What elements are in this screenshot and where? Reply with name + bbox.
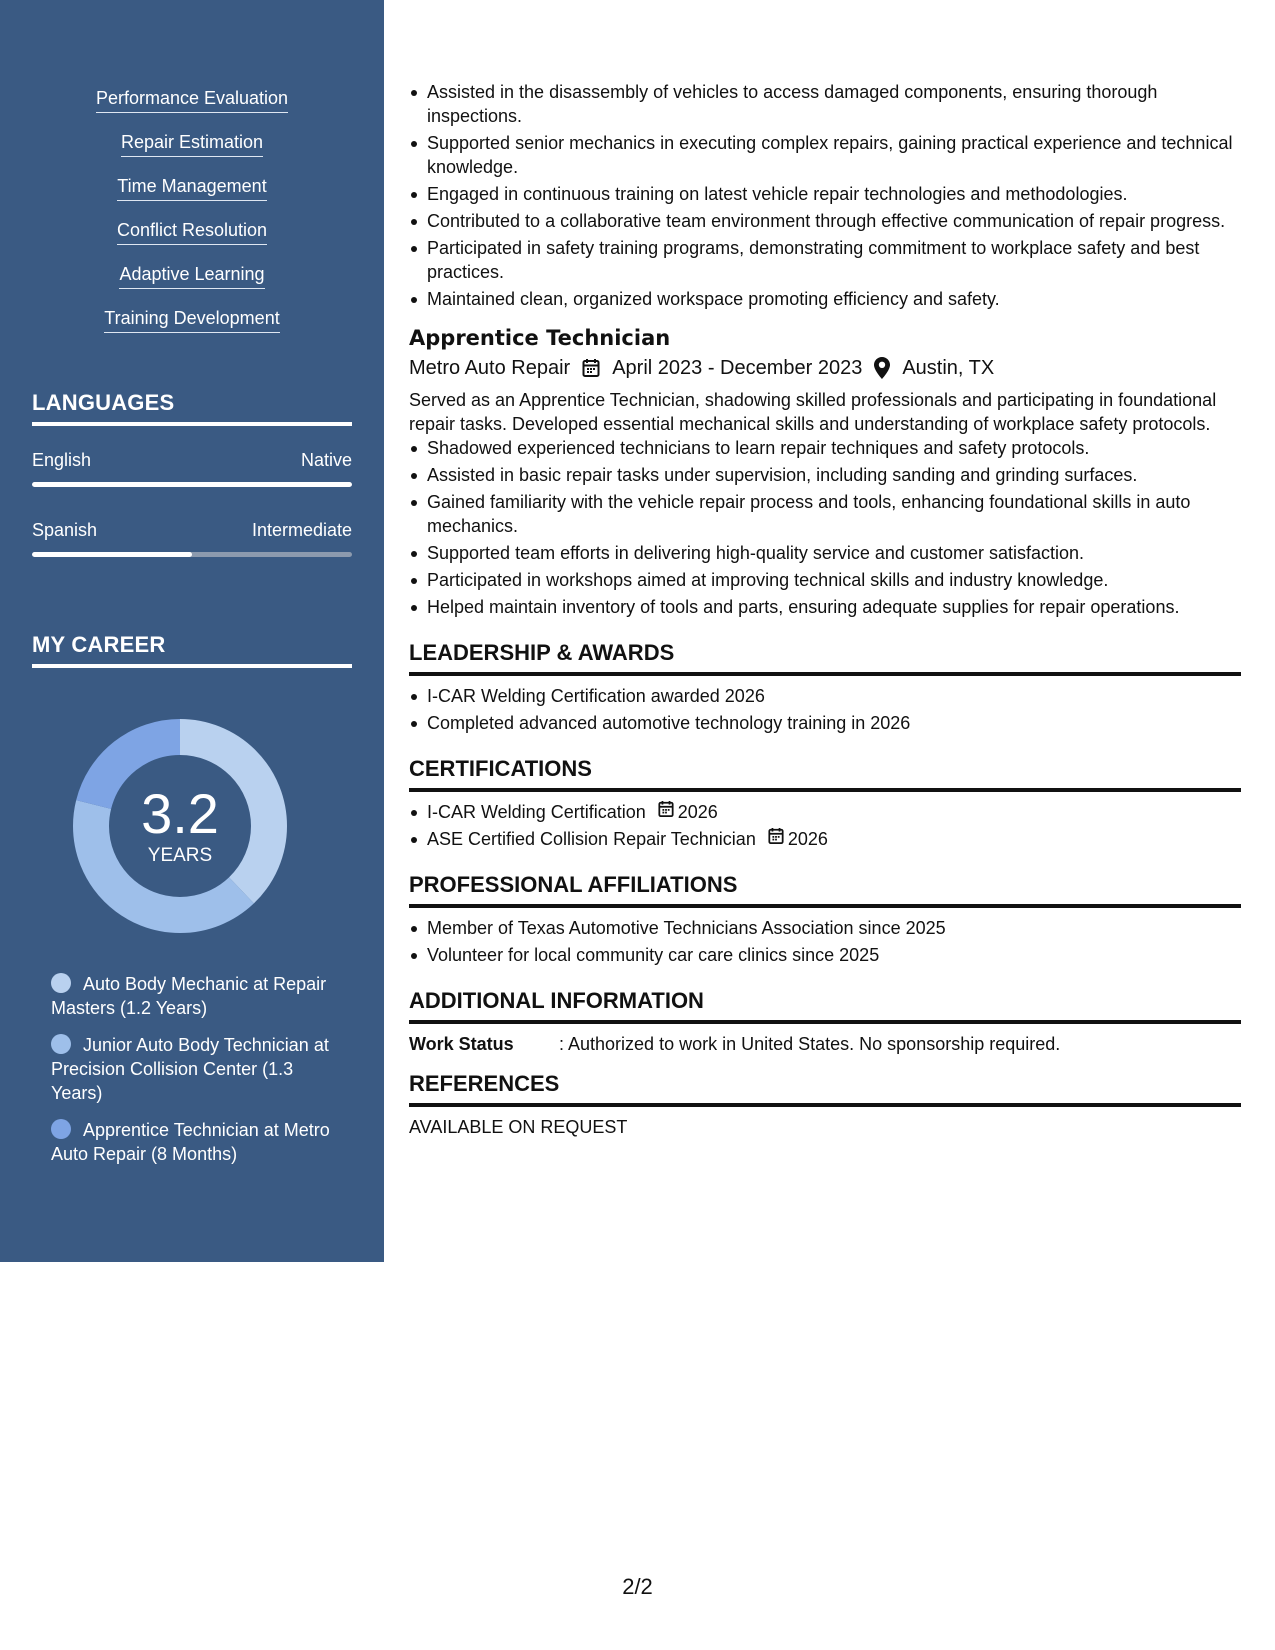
career-total-unit: YEARS (147, 845, 213, 866)
affiliations-list (409, 916, 1241, 967)
career-legend-text: Junior Auto Body Technician at Precision Collision Center (1.3 Years) (51, 1035, 329, 1103)
bullet-item: Participated in workshops aimed at improving technical skills and industry knowledge. (409, 568, 1241, 592)
language-bar-fill (32, 482, 352, 487)
job-location: Austin, TX (902, 357, 995, 379)
career-legend-item (51, 972, 341, 1020)
skills-list (0, 86, 384, 350)
career-heading: MY CAREER (32, 632, 352, 668)
bullet-item: Completed advanced automotive technology training in 2026 (409, 711, 1241, 735)
leadership-heading: LEADERSHIP & AWARDS (409, 639, 1241, 676)
legend-dot (51, 973, 71, 993)
skill-item: Repair Estimation (121, 130, 263, 157)
career-donut-center (66, 712, 294, 940)
references-text: AVAILABLE ON REQUEST (409, 1117, 628, 1137)
bullet-item: Shadowed experienced technicians to learn repair techniques and safety protocols. (409, 436, 1241, 460)
work-status-label: Work Status (409, 1034, 514, 1054)
bullet-item: Contributed to a collaborative team environment through effective communication of repair progress. (409, 209, 1241, 233)
bullet-item: Helped maintain inventory of tools and parts, ensuring adequate supplies for repair operations. (409, 595, 1241, 619)
job-title: Apprentice Technician (409, 326, 671, 350)
certifications-heading: CERTIFICATIONS (409, 755, 1241, 792)
career-legend (51, 972, 341, 1179)
career-donut-chart (66, 712, 294, 940)
bullet-item: Engaged in continuous training on latest vehicle repair technologies and methodologies. (409, 182, 1241, 206)
skill-item: Performance Evaluation (96, 86, 288, 113)
page-number: 2/2 (622, 1574, 653, 1599)
skill-item: Conflict Resolution (117, 218, 267, 245)
affiliations-heading: PROFESSIONAL AFFILIATIONS (409, 871, 1241, 908)
certification-name: I-CAR Welding Certification (427, 802, 646, 822)
references-heading: REFERENCES (409, 1070, 1241, 1107)
legend-dot (51, 1034, 71, 1054)
leadership-list (409, 684, 1241, 735)
legend-dot (51, 1119, 71, 1139)
bullet-item: Member of Texas Automotive Technicians Association since 2025 (409, 916, 1241, 940)
calendar-icon (582, 358, 600, 378)
bullet-item: I-CAR Welding Certification awarded 2026 (409, 684, 1241, 708)
career-total-value: 3.2 (141, 782, 219, 845)
calendar-icon (768, 827, 788, 851)
bullet-item: Volunteer for local community car care clinics since 2025 (409, 943, 1241, 967)
job-company: Metro Auto Repair (409, 357, 571, 379)
languages-heading: LANGUAGES (32, 390, 352, 426)
language-name: English (32, 450, 92, 470)
job-bullets (409, 436, 1241, 619)
calendar-icon (658, 800, 678, 824)
certification-item (409, 827, 1241, 851)
work-status-row (409, 1032, 1241, 1056)
previous-job-bullets (409, 80, 1241, 311)
skill-item: Time Management (117, 174, 266, 201)
language-bar-spanish (32, 552, 352, 557)
language-bar-fill (32, 552, 192, 557)
career-legend-item (51, 1118, 341, 1166)
location-pin-icon (874, 357, 890, 379)
certification-year: 2026 (787, 829, 828, 849)
skill-item: Adaptive Learning (119, 262, 264, 289)
career-legend-item (51, 1033, 341, 1105)
skill-item: Training Development (104, 306, 279, 333)
certification-item (409, 800, 1241, 824)
job-description: Served as an Apprentice Technician, shadowing skilled professionals and participating in foundational repair tasks. Developed essential mechanical skills and understanding of workplace safety protocols. (409, 390, 1217, 434)
bullet-item: Assisted in the disassembly of vehicles to access damaged components, ensuring thorough inspections. (409, 80, 1241, 128)
bullet-item: Gained familiarity with the vehicle repair process and tools, enhancing foundational skills in auto mechanics. (409, 490, 1241, 538)
language-row-english (32, 450, 352, 471)
sidebar (0, 0, 384, 1262)
bullet-item: Participated in safety training programs, demonstrating commitment to workplace safety and best practices. (409, 236, 1241, 284)
work-status-value: : Authorized to work in United States. No sponsorship required. (559, 1034, 1061, 1054)
language-name: Spanish (32, 520, 98, 540)
certification-year: 2026 (677, 802, 718, 822)
career-legend-text: Apprentice Technician at Metro Auto Repair (8 Months) (51, 1120, 330, 1164)
job-meta (409, 354, 1241, 382)
language-level: Intermediate (251, 520, 352, 540)
language-row-spanish (32, 520, 352, 541)
bullet-item: Supported team efforts in delivering high-quality service and customer satisfaction. (409, 541, 1241, 565)
language-level: Native (300, 450, 352, 470)
additional-info-heading: ADDITIONAL INFORMATION (409, 987, 1241, 1024)
main-content (409, 80, 1241, 1139)
bullet-item: Supported senior mechanics in executing complex repairs, gaining practical experience and technical knowledge. (409, 131, 1241, 179)
job-dates: April 2023 - December 2023 (612, 357, 863, 379)
bullet-item: Maintained clean, organized workspace promoting efficiency and safety. (409, 287, 1241, 311)
certifications-list (409, 800, 1241, 851)
bullet-item: Assisted in basic repair tasks under supervision, including sanding and grinding surfaces. (409, 463, 1241, 487)
language-bar-english (32, 482, 352, 487)
certification-name: ASE Certified Collision Repair Technician (427, 829, 756, 849)
career-legend-text: Auto Body Mechanic at Repair Masters (1.2 Years) (51, 974, 327, 1018)
